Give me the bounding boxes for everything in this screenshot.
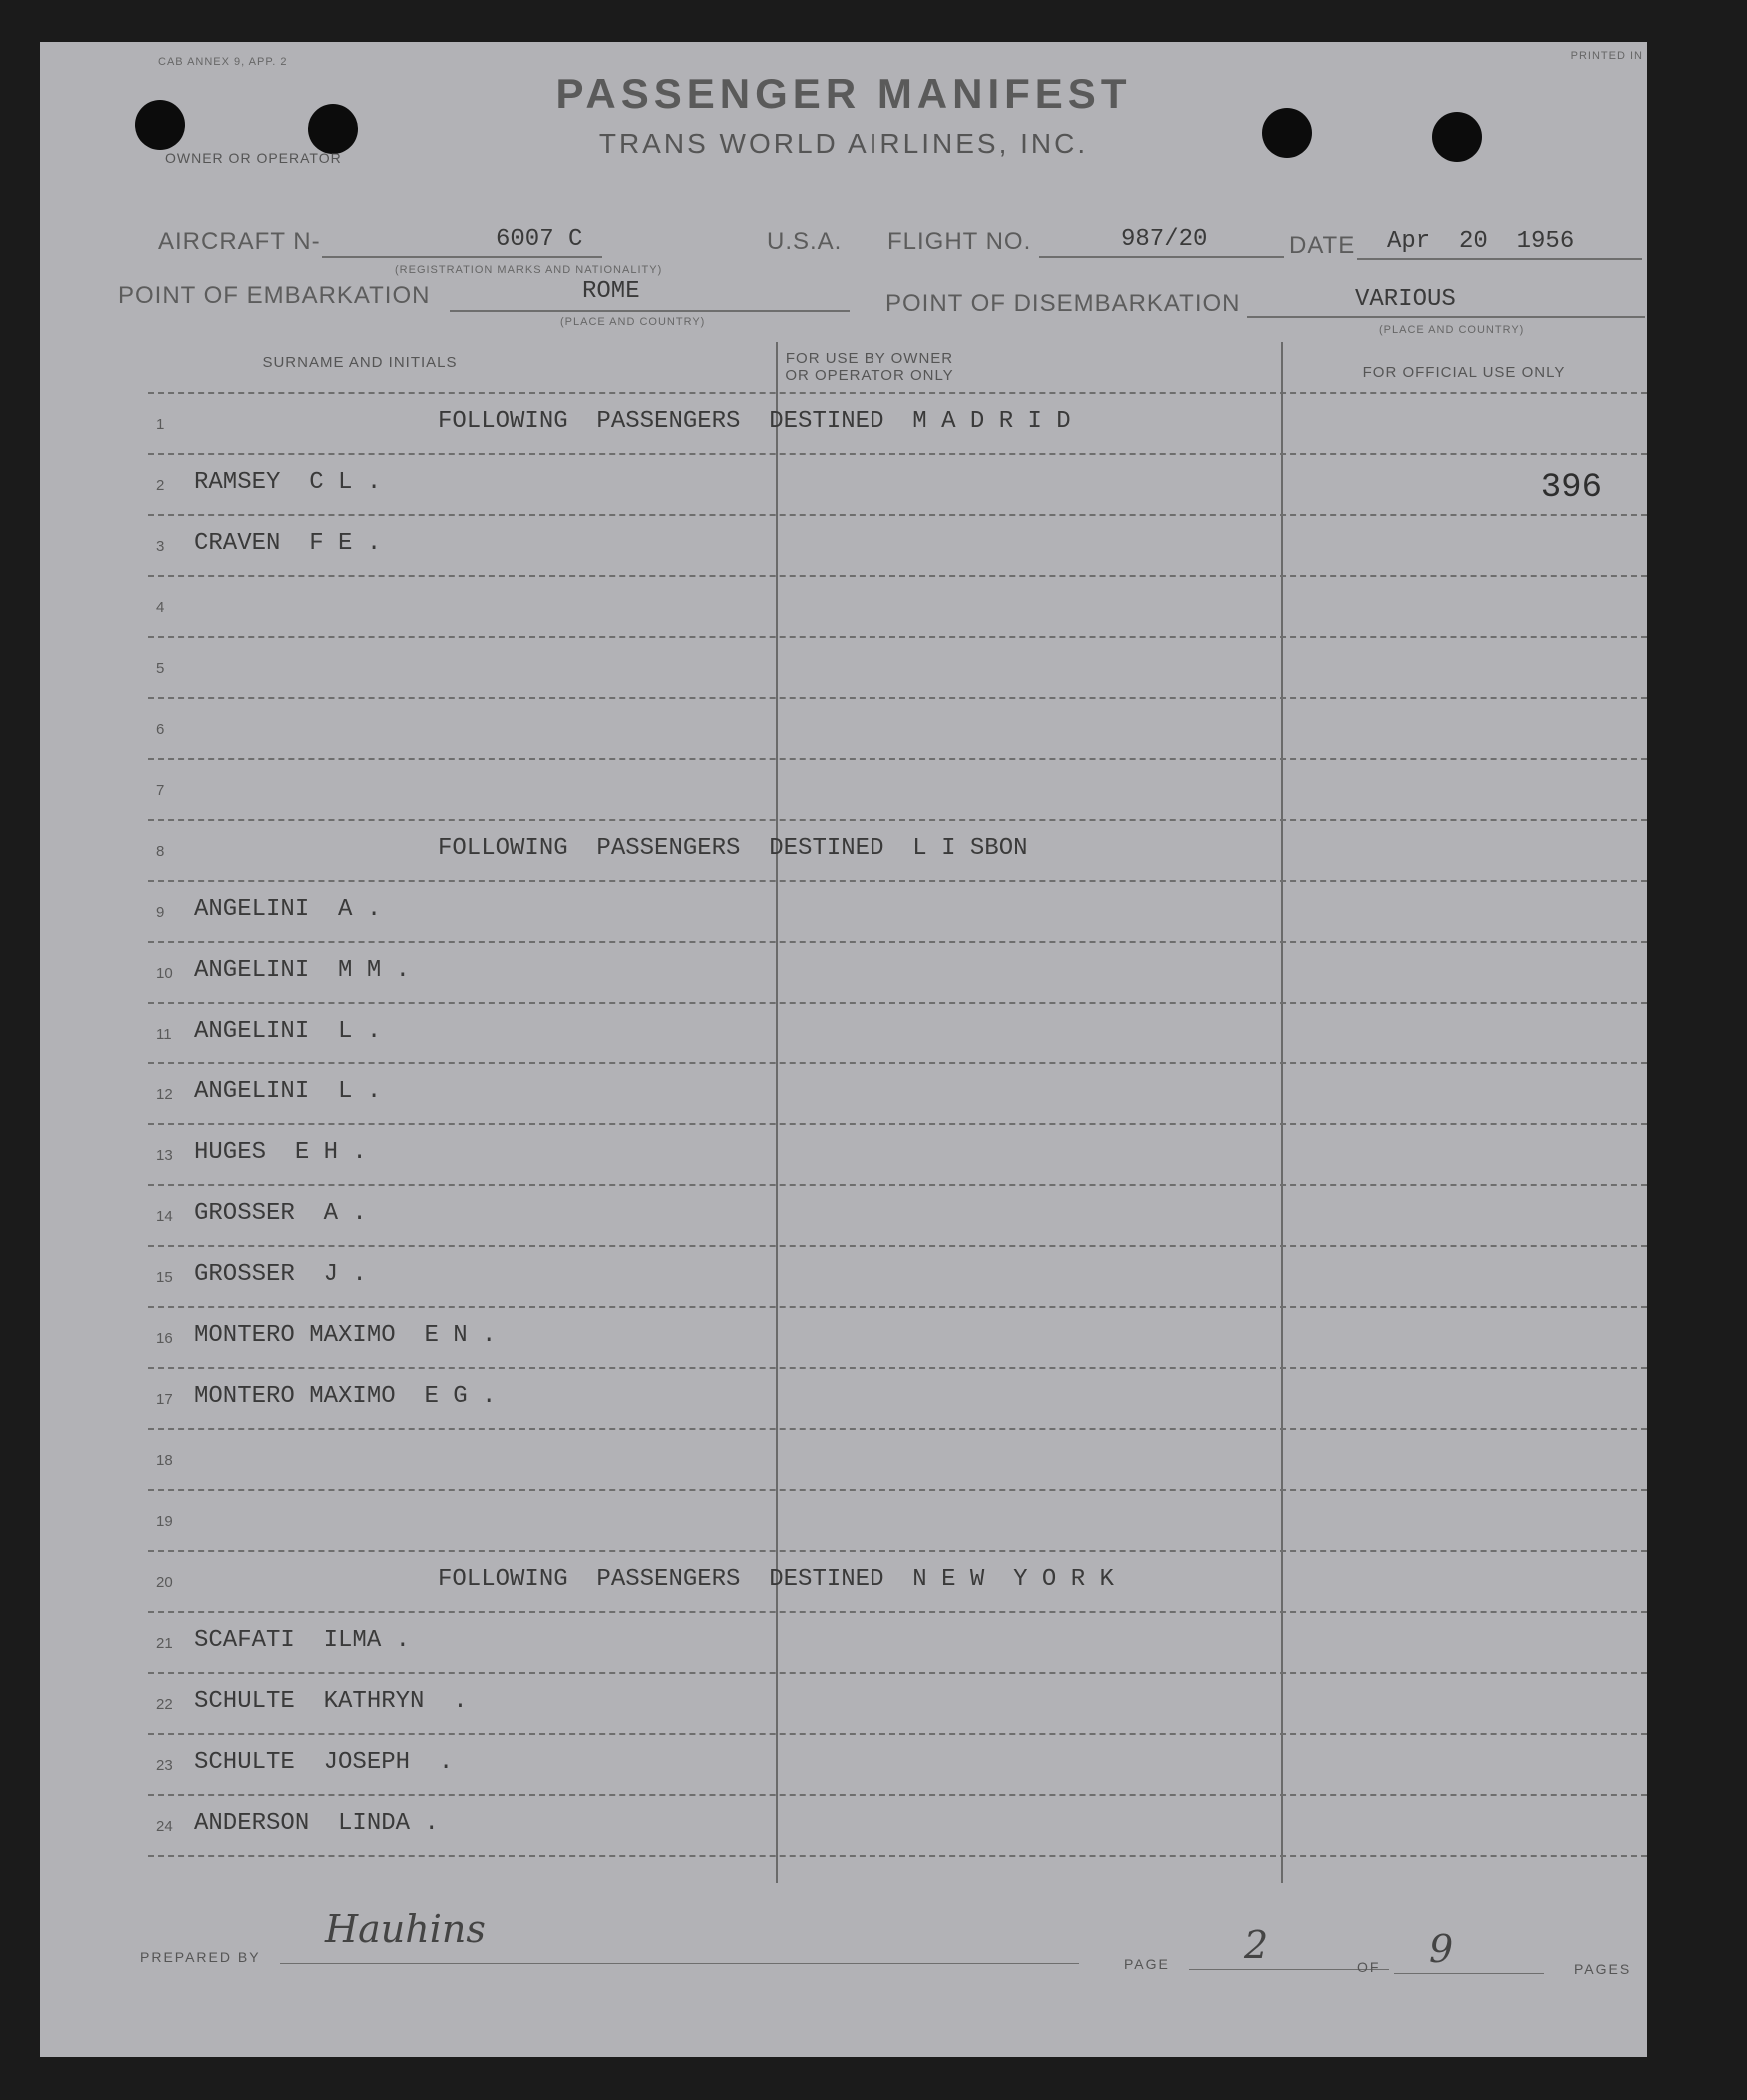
manifest-row: [148, 638, 1647, 699]
manifest-row: [148, 1796, 1647, 1857]
manifest-row: [148, 1674, 1647, 1735]
manifest-row: [148, 1735, 1647, 1796]
official-use-value: 396: [1540, 469, 1602, 507]
embarkation-label: POINT OF EMBARKATION: [118, 282, 431, 309]
manifest-row: [148, 1004, 1647, 1064]
disembarkation-underline: [1247, 316, 1645, 318]
row-number: 1: [156, 416, 165, 433]
printed-in-note: PRINTED IN: [1570, 50, 1643, 62]
manifest-row: [148, 394, 1647, 455]
aircraft-label: AIRCRAFT N-: [158, 228, 321, 255]
row-number: 8: [156, 843, 165, 860]
manifest-row: [148, 1308, 1647, 1369]
column-header-surname: SURNAME AND INITIALS: [262, 354, 458, 371]
manifest-row: [148, 821, 1647, 882]
manifest-row: [148, 1125, 1647, 1186]
row-number: 10: [156, 965, 173, 982]
row-number: 24: [156, 1818, 173, 1835]
manifest-row: [148, 1491, 1647, 1552]
form-reference: CAB ANNEX 9, APP. 2: [158, 56, 288, 68]
row-number: 12: [156, 1086, 173, 1103]
manifest-row: [148, 1247, 1647, 1308]
passenger-name: ANGELINI M M .: [194, 957, 411, 984]
manifest-row: [148, 577, 1647, 638]
passenger-name: ANGELINI L .: [194, 1018, 382, 1045]
manifest-row: [148, 1613, 1647, 1674]
row-number: 22: [156, 1696, 173, 1713]
destination-heading: FOLLOWING PASSENGERS DESTINED L I SBON: [438, 835, 1028, 862]
of-label: OF: [1357, 1959, 1381, 1975]
row-number: 15: [156, 1269, 173, 1286]
passenger-name: MONTERO MAXIMO E N .: [194, 1322, 497, 1349]
usa-label: U.S.A.: [767, 228, 843, 255]
flight-no-value: 987/20: [1121, 226, 1208, 253]
passenger-name: SCHULTE JOSEPH .: [194, 1749, 454, 1776]
manifest-row: [148, 1186, 1647, 1247]
manifest-row: [148, 1369, 1647, 1430]
manifest-row: [148, 1552, 1647, 1613]
column-header-operator-line2: OR OPERATOR ONLY: [785, 367, 954, 384]
page-label: PAGE: [1124, 1956, 1170, 1972]
destination-heading: FOLLOWING PASSENGERS DESTINED N E W Y O R K: [438, 1566, 1114, 1593]
row-number: 21: [156, 1635, 173, 1652]
row-number: 13: [156, 1147, 173, 1164]
passenger-name: HUGES E H .: [194, 1139, 367, 1166]
row-number: 4: [156, 599, 165, 616]
page-number: 2: [1244, 1923, 1269, 1967]
manifest-row: [148, 516, 1647, 577]
of-underline: [1394, 1973, 1544, 1974]
passenger-name: ANGELINI A .: [194, 896, 382, 923]
page-title: PASSENGER MANIFEST: [555, 70, 1132, 117]
column-header-operator: [720, 350, 1019, 384]
passenger-name: ANGELINI L .: [194, 1078, 382, 1105]
preparer-signature: Hauhins: [325, 1907, 486, 1951]
passenger-name: GROSSER A .: [194, 1200, 367, 1227]
embarkation-value: ROME: [582, 278, 640, 305]
row-number: 23: [156, 1757, 173, 1774]
date-underline: [1357, 258, 1642, 260]
prepared-by-label: PREPARED BY: [140, 1949, 261, 1965]
flight-no-label: FLIGHT NO.: [887, 228, 1032, 255]
aircraft-underline: [322, 256, 602, 258]
embarkation-sublabel: (PLACE AND COUNTRY): [560, 316, 706, 328]
aircraft-value: 6007 C: [496, 226, 583, 253]
manifest-row: [148, 760, 1647, 821]
date-value: Apr 20 1956: [1387, 228, 1575, 255]
passenger-name: RAMSEY C L .: [194, 469, 382, 496]
row-number: 19: [156, 1513, 173, 1530]
manifest-table: [148, 394, 1647, 1883]
row-number: 18: [156, 1452, 173, 1469]
passenger-name: SCAFATI ILMA .: [194, 1627, 411, 1654]
row-number: 17: [156, 1391, 173, 1408]
owner-operator-label: OWNER OR OPERATOR: [165, 150, 342, 166]
manifest-row: [148, 1430, 1647, 1491]
column-header-operator-line1: FOR USE BY OWNER: [785, 350, 954, 367]
row-number: 5: [156, 660, 165, 677]
row-number: 20: [156, 1574, 173, 1591]
row-number: 16: [156, 1330, 173, 1347]
row-number: 9: [156, 904, 165, 921]
disembarkation-sublabel: (PLACE AND COUNTRY): [1379, 324, 1525, 336]
column-header-official: FOR OFFICIAL USE ONLY: [1362, 364, 1566, 381]
pages-label: PAGES: [1574, 1961, 1632, 1977]
total-pages: 9: [1429, 1927, 1454, 1971]
row-number: 11: [156, 1026, 172, 1043]
row-number: 14: [156, 1208, 173, 1225]
manifest-row: [148, 1064, 1647, 1125]
passenger-name: CRAVEN F E .: [194, 530, 382, 557]
row-number: 6: [156, 721, 165, 738]
disembarkation-label: POINT OF DISEMBARKATION: [885, 290, 1241, 317]
passenger-name: ANDERSON LINDA .: [194, 1810, 439, 1837]
manifest-sheet: [40, 42, 1647, 2057]
passenger-name: MONTERO MAXIMO E G .: [194, 1383, 497, 1410]
airline-name: TRANS WORLD AIRLINES, INC.: [598, 128, 1089, 159]
aircraft-sublabel: (REGISTRATION MARKS AND NATIONALITY): [395, 264, 663, 276]
destination-heading: FOLLOWING PASSENGERS DESTINED M A D R I D: [438, 408, 1071, 435]
prepared-by-underline: [280, 1963, 1079, 1964]
manifest-row: [148, 699, 1647, 760]
passenger-name: GROSSER J .: [194, 1261, 367, 1288]
manifest-row: [148, 882, 1647, 943]
manifest-row: [148, 455, 1647, 516]
flight-underline: [1039, 256, 1284, 258]
disembarkation-value: VARIOUS: [1355, 286, 1456, 313]
embarkation-underline: [450, 310, 850, 312]
row-number: 3: [156, 538, 165, 555]
row-number: 2: [156, 477, 165, 494]
passenger-name: SCHULTE KATHRYN .: [194, 1688, 468, 1715]
date-label: DATE: [1289, 232, 1356, 259]
manifest-row: [148, 943, 1647, 1004]
row-number: 7: [156, 782, 165, 799]
